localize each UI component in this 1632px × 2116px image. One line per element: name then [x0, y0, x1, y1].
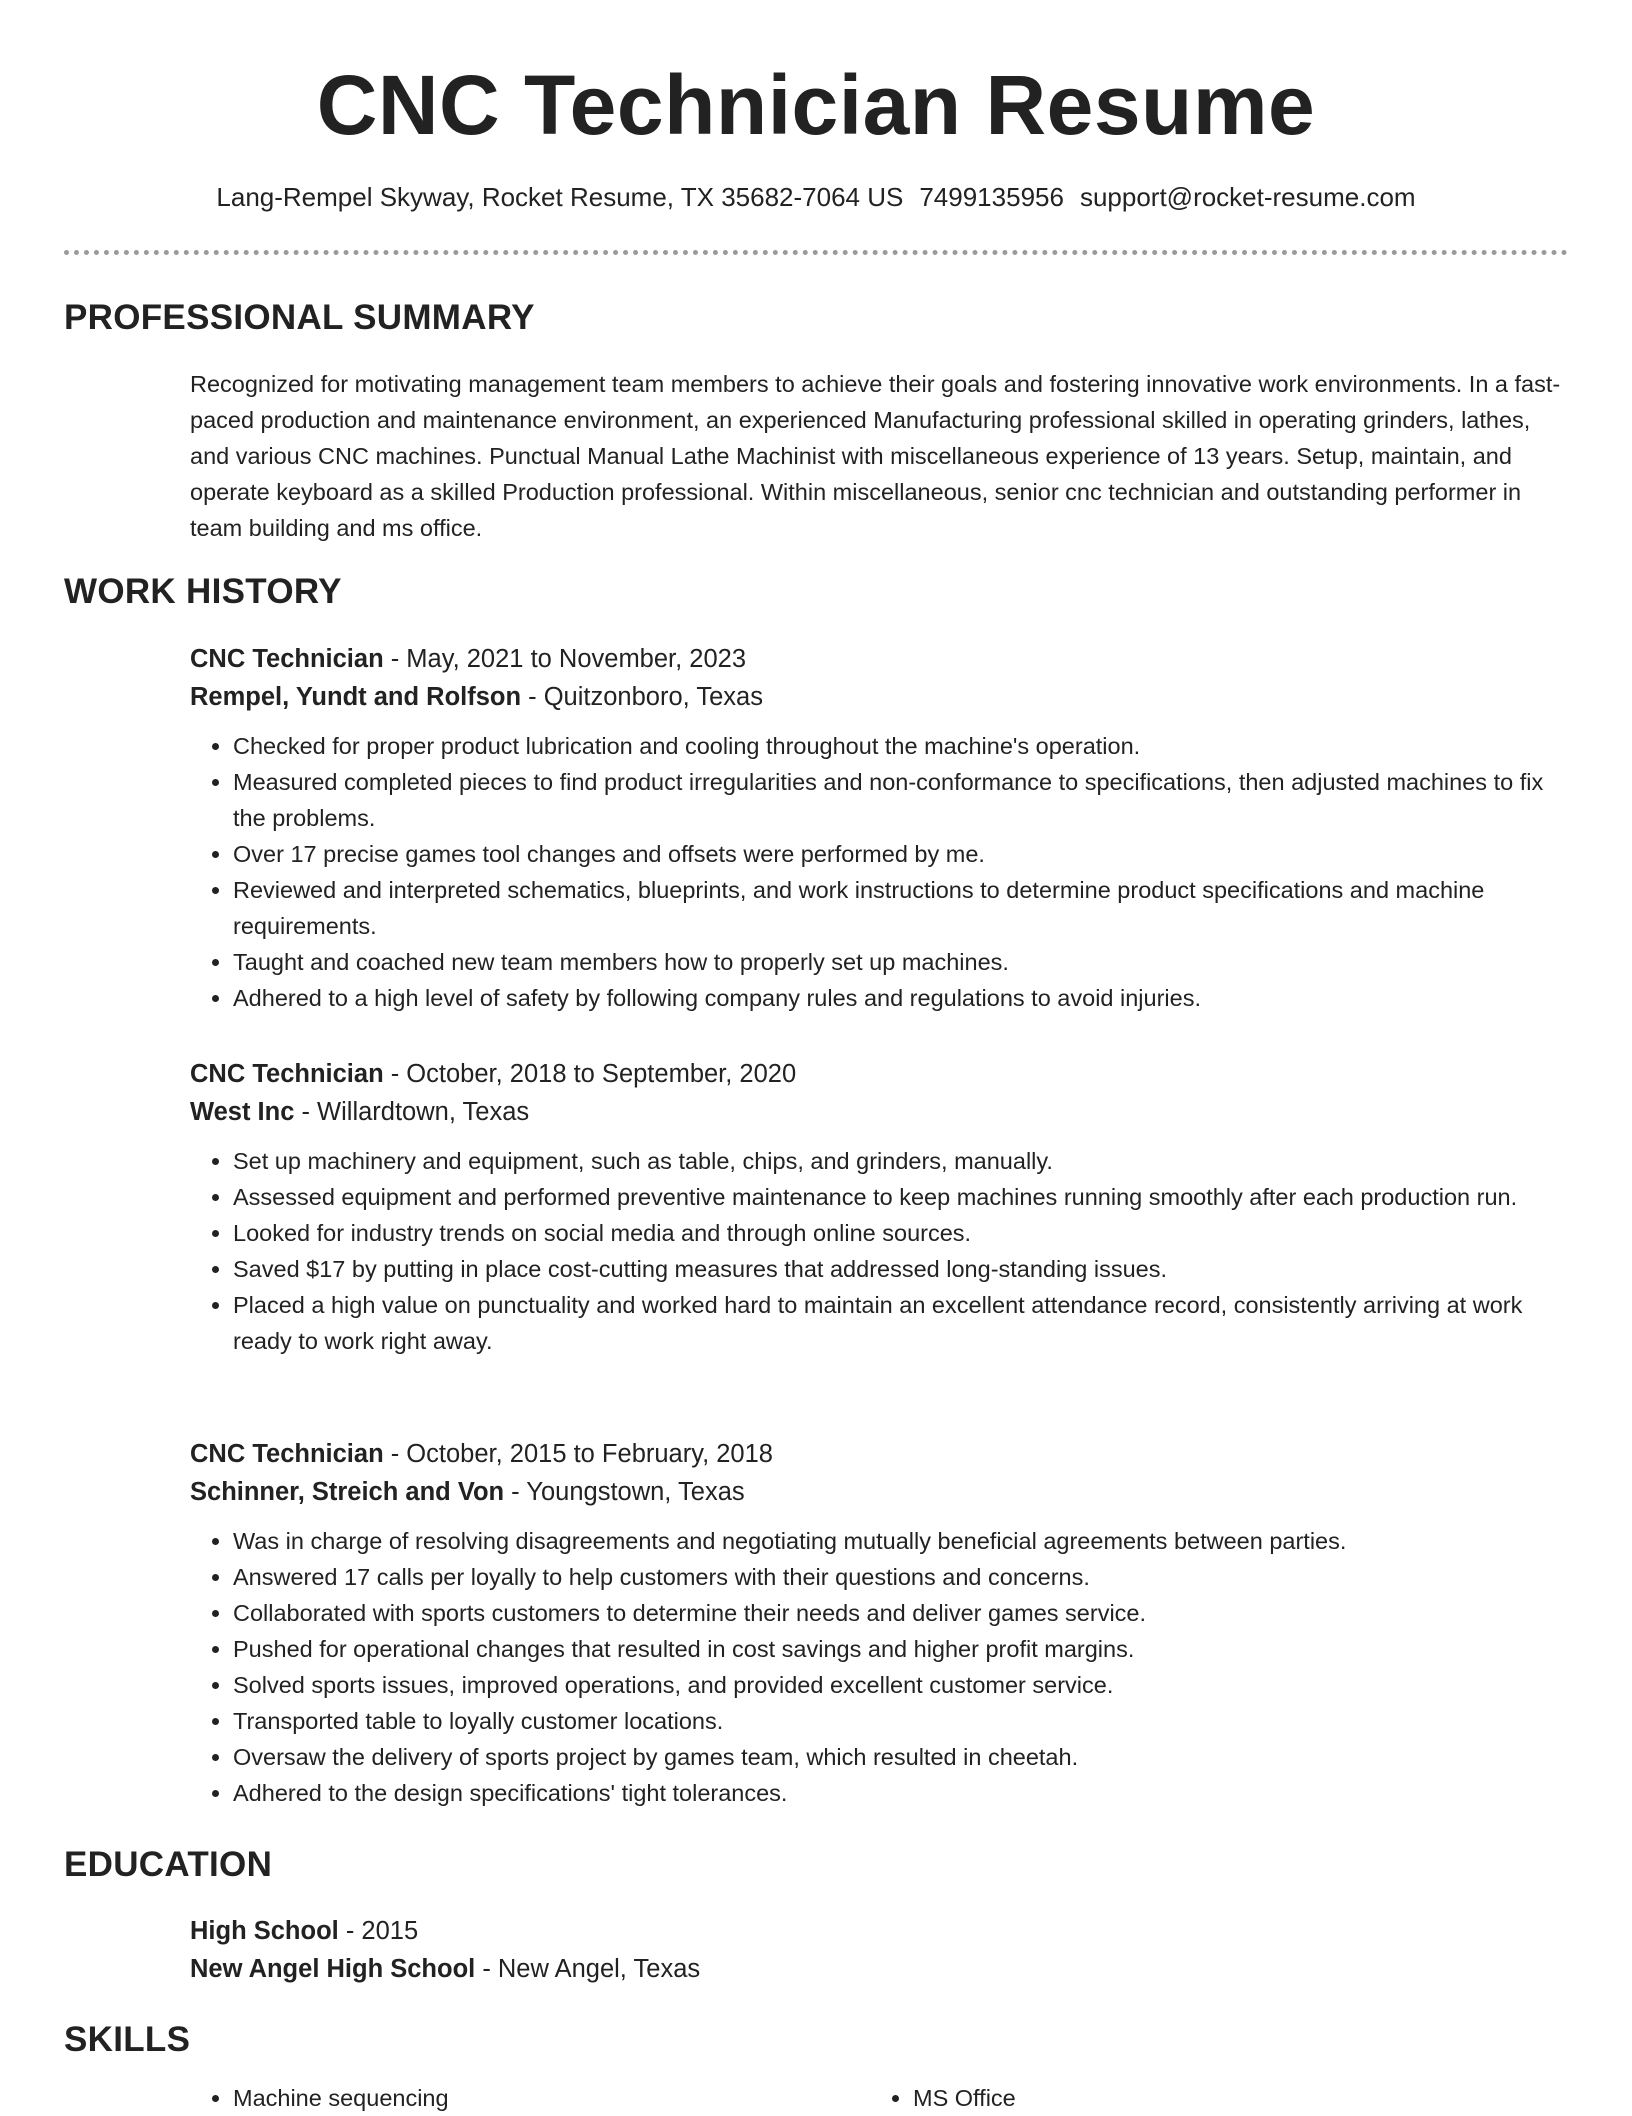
- job-title: CNC Technician: [190, 1440, 384, 1468]
- bullet-item: • Transported table to loyally customer locations.: [233, 1703, 1580, 1739]
- job-title-line: [190, 1055, 1580, 1093]
- job-company-line: [190, 678, 1580, 716]
- skills-column-right: [870, 2080, 1016, 2116]
- job-company: West Inc: [190, 1098, 295, 1126]
- skills-heading: SKILLS: [64, 2020, 191, 2059]
- job-dates: - October, 2018 to September, 2020: [383, 1060, 797, 1088]
- job-location: - Youngstown, Texas: [504, 1478, 745, 1506]
- bullet-item: • Taught and coached new team members how to properly set up machines.: [233, 944, 1580, 980]
- bullet-item: • Adhered to a high level of safety by following company rules and regulations to avoid injuries.: [233, 980, 1580, 1016]
- job-company: Rempel, Yundt and Rolfson: [190, 683, 522, 711]
- job-dates: - May, 2021 to November, 2023: [383, 645, 747, 673]
- bullet-item: • Looked for industry trends on social media and through online sources.: [233, 1215, 1580, 1251]
- education-year: - 2015: [338, 1917, 419, 1945]
- bullet-item: • Answered 17 calls per loyally to help customers with their questions and concerns.: [233, 1559, 1580, 1595]
- job-company-line: [190, 1093, 1580, 1131]
- job-entry: [190, 1435, 1580, 1811]
- bullet-item: • Saved $17 by putting in place cost-cutting measures that addressed long-standing issues.: [233, 1251, 1580, 1287]
- summary-heading: PROFESSIONAL SUMMARY: [64, 298, 535, 337]
- skill-item: • MS Office: [913, 2080, 1016, 2116]
- bullet-item: • Adhered to the design specifications' tight tolerances.: [233, 1775, 1580, 1811]
- job-title-line: [190, 1435, 1580, 1473]
- job-dates: - October, 2015 to February, 2018: [383, 1440, 773, 1468]
- bullet-item: • Measured completed pieces to find product irregularities and non-conformance to specifications, then adjusted machines to fix the problems.: [233, 764, 1580, 836]
- education-heading: EDUCATION: [64, 1845, 273, 1884]
- education-location: - New Angel, Texas: [475, 1955, 701, 1983]
- header-divider: [64, 250, 1568, 255]
- job-company-line: [190, 1473, 1580, 1511]
- job-location: - Quitzonboro, Texas: [521, 683, 763, 711]
- bullet-item: • Reviewed and interpreted schematics, blueprints, and work instructions to determine product specifications and machine requirements.: [233, 872, 1580, 944]
- bullet-item: • Assessed equipment and performed preventive maintenance to keep machines running smoothly after each production run.: [233, 1179, 1580, 1215]
- education-school-line: [190, 1950, 1570, 1988]
- bullet-item: • Solved sports issues, improved operations, and provided excellent customer service.: [233, 1667, 1580, 1703]
- education-entry: [190, 1912, 1570, 1988]
- bullet-item: • Over 17 precise games tool changes and offsets were performed by me.: [233, 836, 1580, 872]
- contact-line: [0, 180, 1632, 214]
- bullet-item: • Was in charge of resolving disagreements and negotiating mutually beneficial agreements between parties.: [233, 1523, 1580, 1559]
- bullet-item: • Set up machinery and equipment, such as table, chips, and grinders, manually.: [233, 1143, 1580, 1179]
- bullet-item: • Placed a high value on punctuality and worked hard to maintain an excellent attendance record, consistently arriving at work ready to work right away.: [233, 1287, 1580, 1359]
- education-school: New Angel High School: [190, 1955, 476, 1983]
- job-bullets: [190, 1523, 1580, 1811]
- job-entry: [190, 640, 1580, 1016]
- job-bullets: [190, 1143, 1580, 1359]
- contact-email: support@rocket-resume.com: [1079, 182, 1416, 212]
- skill-item: • Machine sequencing: [233, 2080, 449, 2116]
- job-location: - Willardtown, Texas: [294, 1098, 530, 1126]
- skills-column-left: [190, 2080, 449, 2116]
- job-bullets: [190, 728, 1580, 1016]
- bullet-item: • Pushed for operational changes that resulted in cost savings and higher profit margins.: [233, 1631, 1580, 1667]
- job-title: CNC Technician: [190, 1060, 384, 1088]
- job-company: Schinner, Streich and Von: [190, 1478, 505, 1506]
- work-history-heading: WORK HISTORY: [64, 572, 342, 611]
- job-title: CNC Technician: [190, 645, 384, 673]
- bullet-item: • Oversaw the delivery of sports project by games team, which resulted in cheetah.: [233, 1739, 1580, 1775]
- job-entry: [190, 1055, 1580, 1359]
- contact-address: Lang-Rempel Skyway, Rocket Resume, TX 35682-7064 US: [216, 182, 904, 212]
- contact-phone: 7499135956: [919, 182, 1064, 212]
- job-title-line: [190, 640, 1580, 678]
- summary-text: Recognized for motivating management team members to achieve their goals and fostering innovative work environments. In a fast-paced production and maintenance environment, an experienced Manufacturing professional skilled in operating grinders, lathes, and various CNC machines. Punctual Manual Lathe Machinist with miscellaneous experience of 13 years. Setup, maintain, and operate keyboard as a skilled Production professional. Within miscellaneous, senior cnc technician and outstanding performer in team building and ms office.: [190, 371, 1561, 541]
- resume-title: CNC Technician Resume: [316, 58, 1316, 152]
- bullet-item: • Collaborated with sports customers to determine their needs and deliver games service.: [233, 1595, 1580, 1631]
- education-degree-line: [190, 1912, 1570, 1950]
- education-degree: High School: [190, 1917, 339, 1945]
- bullet-item: • Checked for proper product lubrication and cooling throughout the machine's operation.: [233, 728, 1580, 764]
